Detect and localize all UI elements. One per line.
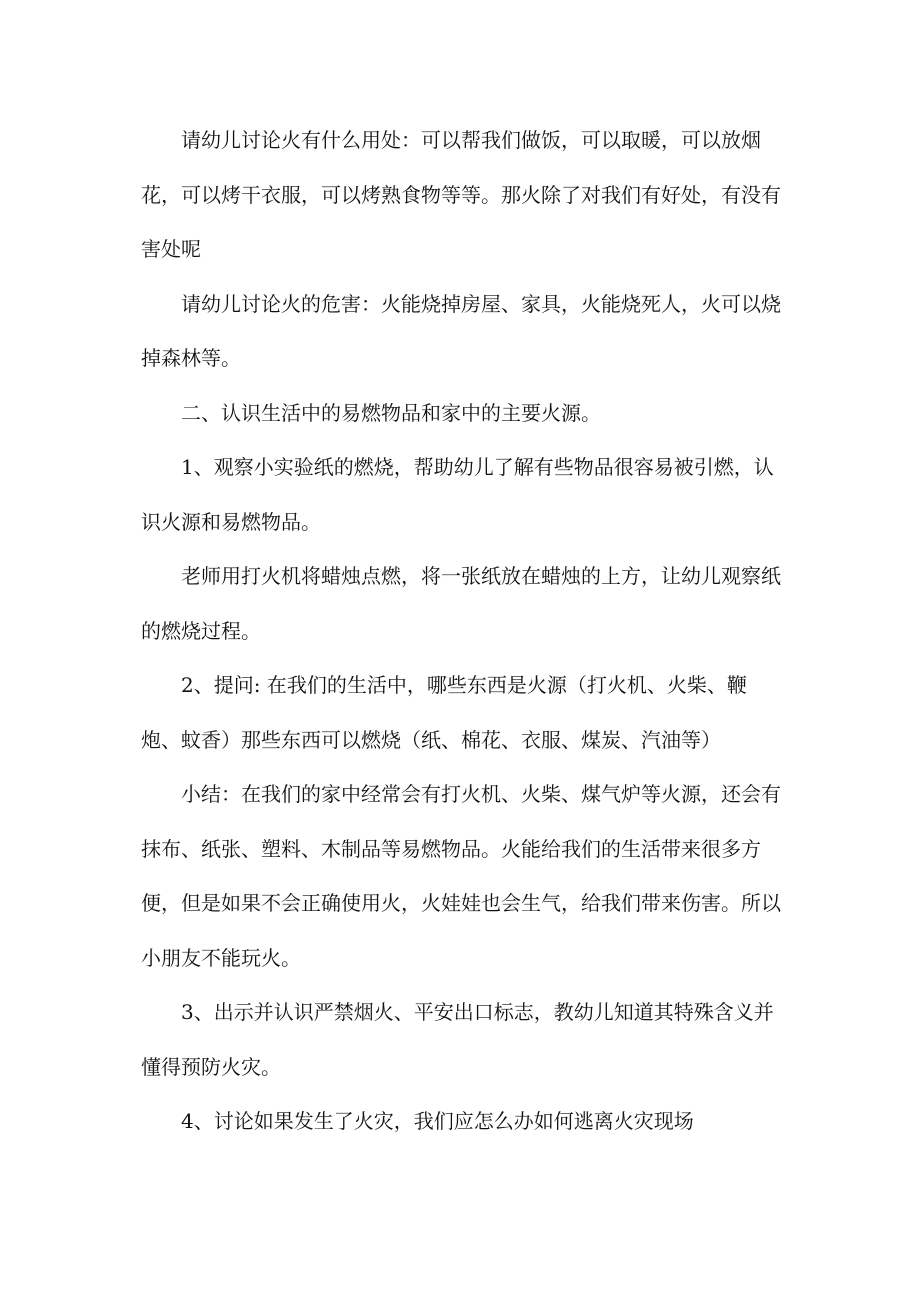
paragraph-step-four: 4、讨论如果发生了火灾，我们应怎么办如何逃离火灾现场	[181, 1109, 694, 1133]
paragraph-step-one: 1、观察小实验纸的燃烧，帮助幼儿了解有些物品很容易被引燃，认识火源和易燃物品。	[141, 455, 774, 534]
paragraph-section-two-heading: 二、认识生活中的易燃物品和家中的主要火源。	[181, 400, 601, 425]
paragraph-summary: 小结：在我们的家中经常会有打火机、火柴、煤气炉等火源，还会有抹布、纸张、塑料、木制品等易燃物品。火能给我们的生活带来很多方便，但是如果不会正确使用火，火娃娃也会生气，给我们带来伤害。所以小朋友不能玩火。	[141, 782, 781, 970]
paragraph-step-two-question: 2、提问: 在我们的生活中，哪些东西是火源（打火机、火柴、鞭炮、蚊香）那些东西可以燃烧（纸、棉花、衣服、煤炭、汽油等）	[141, 673, 747, 752]
paragraph-fire-dangers: 请幼儿讨论火的危害：火能烧掉房屋、家具，火能烧死人，火可以烧掉森林等。	[141, 291, 781, 370]
paragraph-candle-demo: 老师用打火机将蜡烛点燃，将一张纸放在蜡烛的上方，让幼儿观察纸的燃烧过程。	[141, 564, 781, 643]
document-body	[141, 113, 781, 1149]
paragraph-step-three: 3、出示并认识严禁烟火、平安出口标志，教幼儿知道其特殊含义并懂得预防火灾。	[141, 1000, 774, 1079]
paragraph-fire-uses: 请幼儿讨论火有什么用处：可以帮我们做饭，可以取暖，可以放烟花，可以烤干衣服，可以烤熟食物等等。那火除了对我们有好处，有没有害处呢	[141, 128, 781, 261]
